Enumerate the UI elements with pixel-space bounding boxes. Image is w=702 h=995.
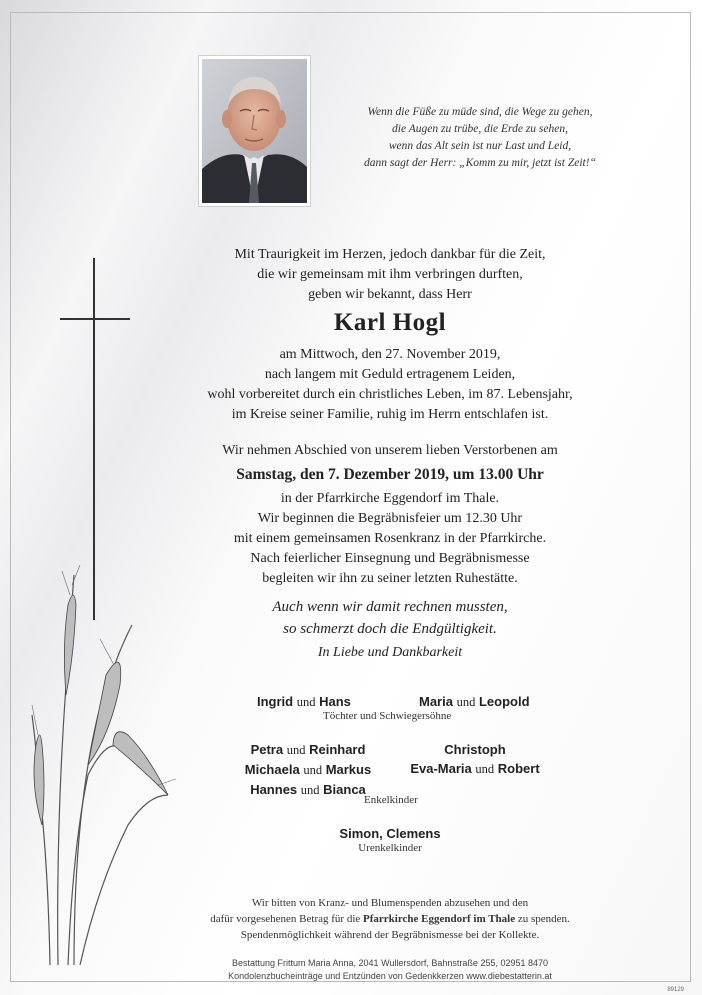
- mourner-name: Leopold: [478, 694, 530, 709]
- portrait-image: [202, 59, 307, 203]
- service-line: begleiten wir ihn zu seiner letzten Ruhestätte.: [262, 571, 518, 586]
- service-intro: Wir nehmen Abschied von unserem lieben Verstorbenen am: [222, 443, 558, 458]
- mourner-couple: [238, 760, 378, 780]
- service-line: Wir beginnen die Begräbnisfeier um 12.30 Uhr: [257, 511, 523, 526]
- mourner-couple: [405, 759, 545, 779]
- mourner-couple: [238, 780, 378, 800]
- grandchildren-left: [238, 740, 378, 800]
- service-line: in der Pfarrkirche Eggendorf im Thale.: [280, 491, 500, 506]
- und-word: und: [286, 743, 306, 757]
- intro-text: [150, 245, 630, 305]
- death-line: nach langem mit Geduld ertragenem Leiden,: [264, 367, 516, 382]
- relation-label: Töchter und Schwiegersöhne: [323, 710, 452, 722]
- mourner-name: Ingrid: [257, 694, 294, 709]
- mourner-name: Michaela: [244, 762, 300, 777]
- poem-line: dann sagt der Herr: „Komm zu mir, jetzt ist Zeit!“: [364, 157, 596, 169]
- quote-line: Auch wenn wir damit rechnen mussten,: [272, 599, 508, 615]
- notice-line: Wir bitten von Kranz- und Blumenspenden abzusehen und den: [251, 897, 529, 909]
- mourner-name: Eva-Maria: [410, 761, 472, 776]
- intro-line: die wir gemeinsam mit ihm verbringen durften,: [257, 267, 523, 282]
- poem-line: Wenn die Füße zu müde sind, die Wege zu gehen,: [367, 106, 593, 118]
- mourner-single: [405, 740, 545, 759]
- mourner-name: Reinhard: [309, 742, 366, 757]
- intro-line: geben wir bekannt, dass Herr: [308, 287, 472, 302]
- notice-line: Spendenmöglichkeit während der Begräbnismesse bei der Kollekte.: [240, 929, 540, 941]
- mourner-name: Simon, Clemens: [339, 826, 441, 841]
- und-word: und: [296, 695, 316, 709]
- und-word: und: [475, 762, 495, 776]
- print-code: 89129: [667, 987, 684, 993]
- death-line: am Mittwoch, den 27. November 2019,: [279, 347, 501, 362]
- relation-label: Enkelkinder: [364, 794, 418, 806]
- mourner-name: Bianca: [323, 782, 366, 797]
- mourner-couple: [238, 740, 378, 760]
- service-line: mit einem gemeinsamen Rosenkranz in der Pfarrkirche.: [233, 531, 547, 546]
- mourner-name: Markus: [325, 762, 372, 777]
- mourner-name: Maria: [419, 694, 453, 709]
- death-notice: [150, 345, 630, 425]
- closing-quote: [150, 596, 630, 664]
- relation-label: Urenkelkinder: [358, 842, 422, 854]
- funeral-home-footer: [150, 957, 630, 983]
- great-grandchildren: [150, 824, 630, 843]
- death-line: wohl vorbereitet durch ein christliches Leben, im 87. Lebensjahr,: [207, 387, 573, 402]
- poem-line: wenn das Alt sein ist nur Last und Leid,: [388, 140, 572, 152]
- quote-signoff: In Liebe und Dankbarkeit: [317, 645, 463, 660]
- mourner-name: Hans: [319, 694, 351, 709]
- notice-line: [150, 911, 630, 927]
- mourner-name: Robert: [497, 761, 540, 776]
- cross-icon-bar: [60, 318, 130, 320]
- notice-text: zu spenden.: [515, 913, 570, 925]
- deceased-name: Karl Hogl: [333, 309, 447, 336]
- und-word: und: [456, 695, 476, 709]
- death-line: im Kreise seiner Familie, ruhig im Herrn entschlafen ist.: [231, 407, 549, 422]
- poem-line: die Augen zu trübe, die Erde zu sehen,: [392, 123, 568, 135]
- portrait-photo: [198, 55, 311, 207]
- und-word: und: [303, 763, 323, 777]
- service-line: Nach feierlicher Einsegnung und Begräbnismesse: [250, 551, 530, 566]
- funeral-service-info: [150, 441, 630, 589]
- footer-address: Bestattung Frittum Maria Anna, 2041 Wullersdorf, Bahnstraße 255, 02951 8470: [231, 958, 549, 968]
- intro-line: Mit Traurigkeit im Herzen, jedoch dankbar für die Zeit,: [234, 247, 546, 262]
- mourner-name: Petra: [250, 742, 284, 757]
- mourner-name: Hannes: [250, 782, 298, 797]
- notice-text: dafür vorgesehenen Betrag für die: [210, 913, 364, 925]
- mourner-couple: [257, 692, 351, 712]
- donation-notice: [150, 895, 630, 943]
- memorial-poem: [330, 104, 630, 172]
- mourner-couple: [419, 692, 530, 712]
- mourner-name: Christoph: [444, 742, 506, 757]
- grandchildren-right: [405, 740, 545, 779]
- quote-line: so schmerzt doch die Endgültigkeit.: [283, 621, 497, 637]
- notice-church: Pfarrkirche Eggendorf im Thale: [363, 913, 516, 925]
- und-word: und: [300, 783, 320, 797]
- footer-condolence: Kondolenzbucheinträge und Entzünden von Gedenkkerzen www.diebestatterin.at: [228, 971, 552, 981]
- service-date: Samstag, den 7. Dezember 2019, um 13.00 Uhr: [236, 466, 544, 483]
